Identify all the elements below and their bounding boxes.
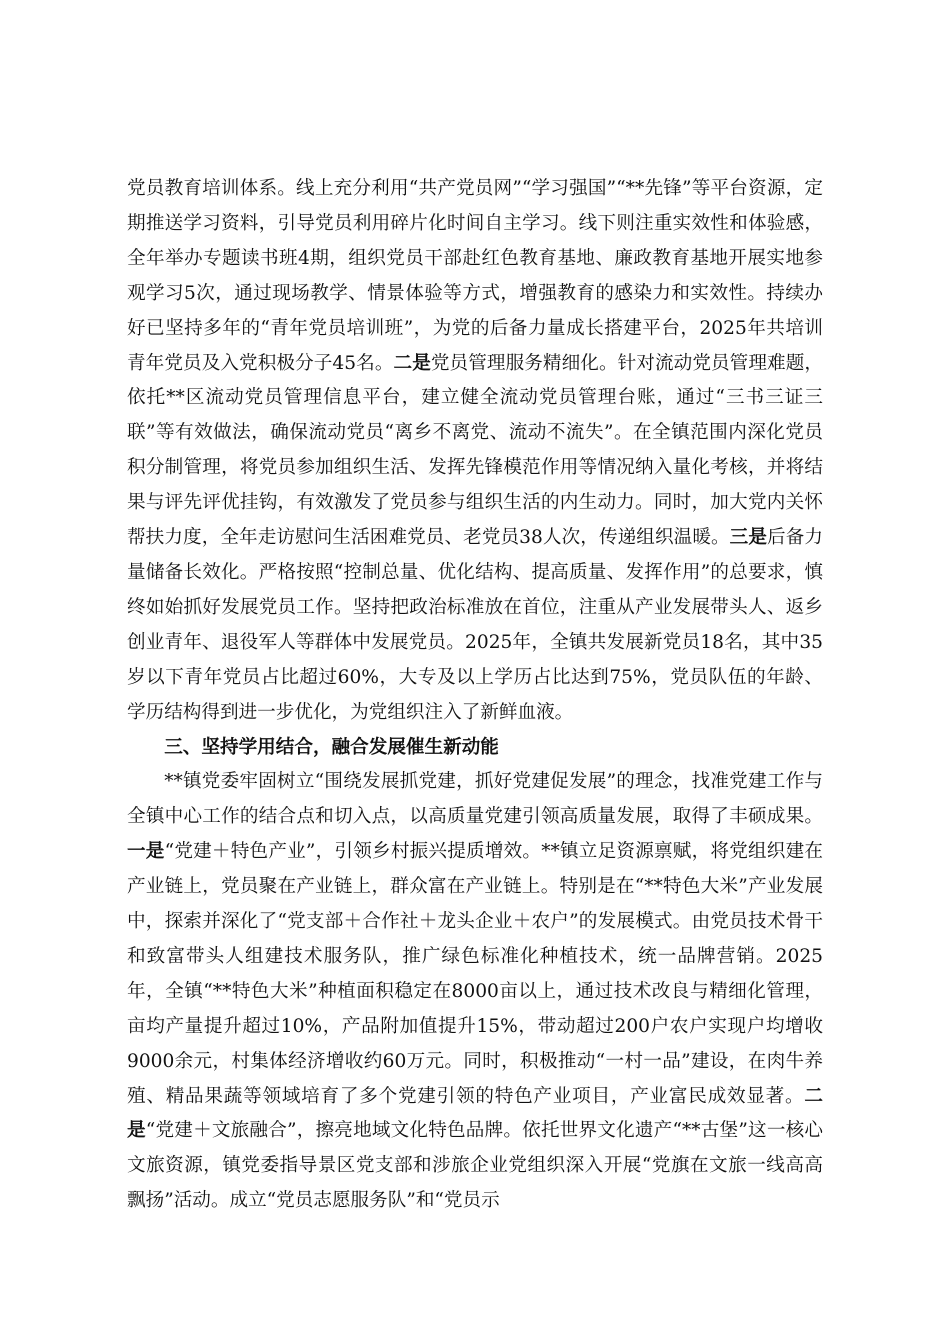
document-body: [127, 172, 823, 1219]
paragraph-text: **镇党委牢固树立“围绕发展抓党建，抓好党建促发展”的理念，找准党建工作与全镇中心工作的结合点和切入点，以高质量党建引领高质量发展，取得了丰硕成果。: [127, 771, 823, 828]
paragraph-text: “党建＋文旅融合”，擦亮地域文化特色品牌。依托世界文化遗产“**古堡”这一核心文旅资源，镇党委指导景区党支部和涉旅企业党组织深入开展“党旗在文旅一线高高飘扬”活动。成立“党员志愿服务队”和“党员示: [127, 1120, 823, 1212]
paragraph-text: 党员教育培训体系。线上充分利用“共产党员网”“学习强国”“**先锋”等平台资源，定期推送学习资料，引导党员利用碎片化时间自主学习。线下则注重实效性和体验感，全年举办专题读书班4期，组织党员干部赴红色教育基地、廉政教育基地开展实地参观学习5次，通过现场教学、情景体验等方式，增强教育的感染力和实效性。持续办好已坚持多年的“青年党员培训班”，为党的后备力量成长搭建平台，2025年共培训青年党员及入党积极分子45名。: [127, 178, 823, 374]
paragraph-text: “党建＋特色产业”，引领乡村振兴提质增效。**镇立足资源禀赋，将党组织建在产业链上，党员聚在产业链上，群众富在产业链上。特别是在“**特色大米”产业发展中，探索并深化了“党支部＋合作社＋龙头企业＋农户”的发展模式。由党员技术骨干和致富带头人组建技术服务队，推广绿色标准化种植技术，统一品牌营销。2025年，全镇“**特色大米”种植面积稳定在8000亩以上，通过技术改良与精细化管理，亩均产量提升超过10%，产品附加值提升15%，带动超过200户农户实现户均增收9000余元，村集体经济增收约60万元。同时，积极推动“一村一品”建设，在肉牛养殖、精品果蔬等领域培育了多个党建引领的特色产业项目，产业富民成效显著。: [127, 841, 823, 1107]
paragraph-text: 后备力量储备长效化。严格按照“控制总量、优化结构、提高质量、发挥作用”的总要求，慎终如始抓好发展党员工作。坚持把政治标准放在首位，注重从产业发展带头人、返乡创业青年、退役军人等群体中发展党员。2025年，全镇共发展新党员18名，其中35岁以下青年党员占比超过60%，大专及以上学历占比达到75%，党员队伍的年龄、学历结构得到进一步优化，为党组织注入了新鲜血液。: [127, 527, 823, 723]
paragraph-integrated-development: [127, 765, 823, 1219]
bold-lead-one: 一是: [127, 841, 165, 863]
paragraph-text: 党员管理服务精细化。针对流动党员管理难题，依托**区流动党员管理信息平台，建立健全流动党员管理台账，通过“三书三证三联”等有效做法，确保流动党员“离乡不离党、流动不流失”。在全镇范围内深化党员积分制管理，将党员参加组织生活、发挥先锋模范作用等情况纳入量化考核，并将结果与评先评优挂钩，有效激发了党员参与组织生活的内生动力。同时，加大党内关怀帮扶力度，全年走访慰问生活困难党员、老党员38人次，传递组织温暖。: [127, 352, 823, 549]
paragraph-party-member-training: [127, 172, 823, 731]
bold-lead-two: 二是: [393, 352, 431, 374]
section-heading: 三、坚持学用结合，融合发展催生新动能: [164, 736, 499, 758]
bold-lead-three: 三是: [729, 527, 768, 549]
bold-lead-two: 二是: [127, 1085, 823, 1142]
